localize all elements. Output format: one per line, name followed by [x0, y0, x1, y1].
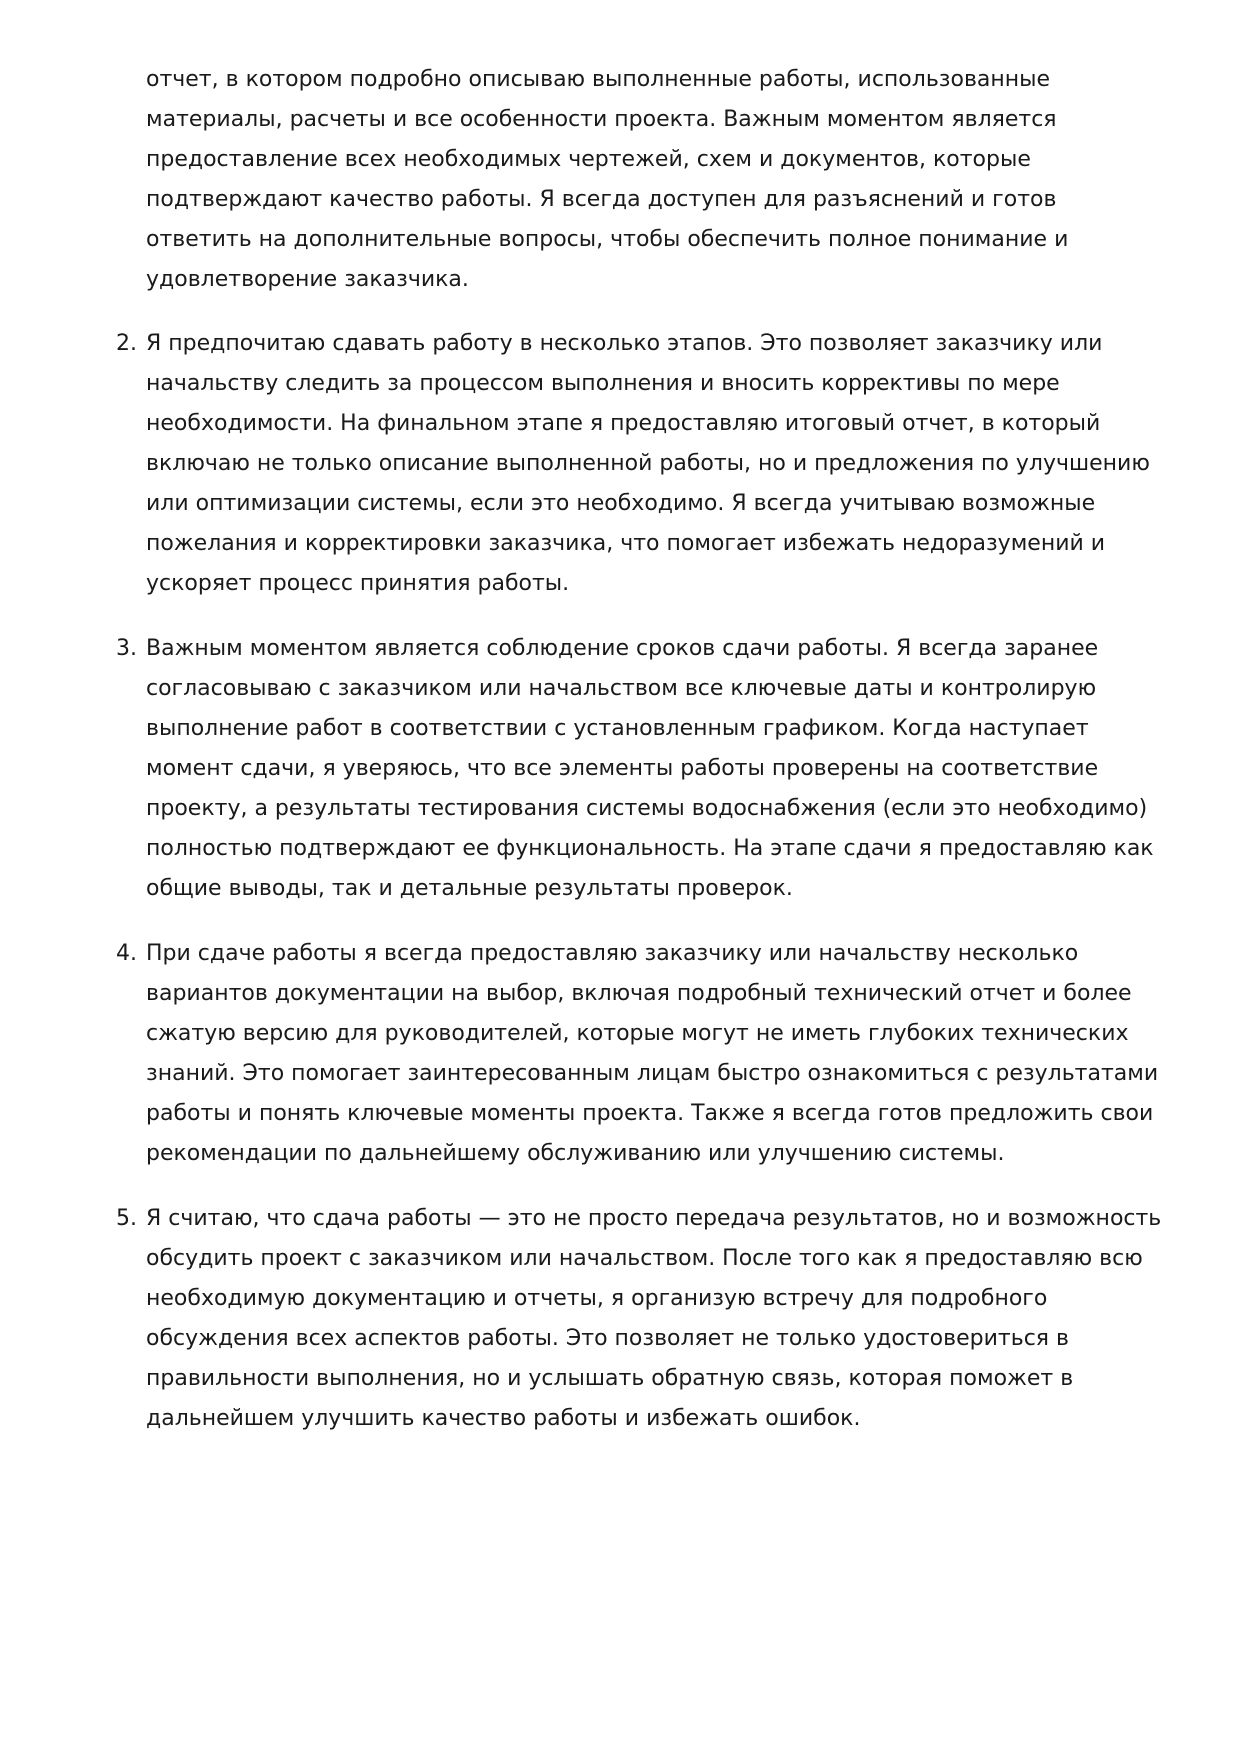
list-item-number: 4.: [116, 941, 137, 966]
list-item-number: 2.: [116, 331, 137, 356]
list-item-text: Я считаю, что сдача работы — это не просто передача результатов, но и возможность обсудить проект с заказчиком или начальством. После того как я предоставляю всю необходимую документацию и отчеты, я организую встречу для подробного обсуждения всех аспектов работы. Это позволяет не только удостовериться в правильности выполнения, но и услышать обратную связь, которая поможет в дальнейшем улучшить качество работы и избежать ошибок.: [146, 1206, 1162, 1431]
list-item-text: Важным моментом является соблюдение сроков сдачи работы. Я всегда заранее согласовываю с заказчиком или начальством все ключевые даты и контролирую выполнение работ в соответствии с установленным графиком. Когда наступает момент сдачи, я уверяюсь, что все элементы работы проверены на соответствие проекту, а результаты тестирования системы водоснабжения (если это необходимо) полностью подтверждают ее функциональность. На этапе сдачи я предоставляю как общие выводы, так и детальные результаты проверок.: [146, 636, 1154, 901]
list-item-number: 3.: [116, 636, 137, 661]
list-item-text: При сдаче работы я всегда предоставляю заказчику или начальству несколько вариантов документации на выбор, включая подробный технический отчет и более сжатую версию для руководителей, которые могут не иметь глубоких технических знаний. Это помогает заинтересованным лицам быстро ознакомиться с результатами работы и понять ключевые моменты проекта. Также я всегда готов предложить свои рекомендации по дальнейшему обслуживанию или улучшению системы.: [146, 941, 1159, 1166]
list-item-text: Я предпочитаю сдавать работу в несколько этапов. Это позволяет заказчику или начальству следить за процессом выполнения и вносить коррективы по мере необходимости. На финальном этапе я предоставляю итоговый отчет, в который включаю не только описание выполненной работы, но и предложения по улучшению или оптимизации системы, если это необходимо. Я всегда учитываю возможные пожелания и корректировки заказчика, что помогает избежать недоразумений и ускоряет процесс принятия работы.: [146, 331, 1150, 596]
list-item-number: 5.: [116, 1206, 137, 1231]
continuation-paragraph: отчет, в котором подробно описываю выполненные работы, использованные материалы, расчеты и все особенности проекта. Важным моментом является предоставление всех необходимых чертежей, схем и документов, которые подтверждают качество работы. Я всегда доступен для разъяснений и готов ответить на дополнительные вопросы, чтобы обеспечить полное понимание и удовлетворение заказчика.: [146, 67, 1069, 292]
